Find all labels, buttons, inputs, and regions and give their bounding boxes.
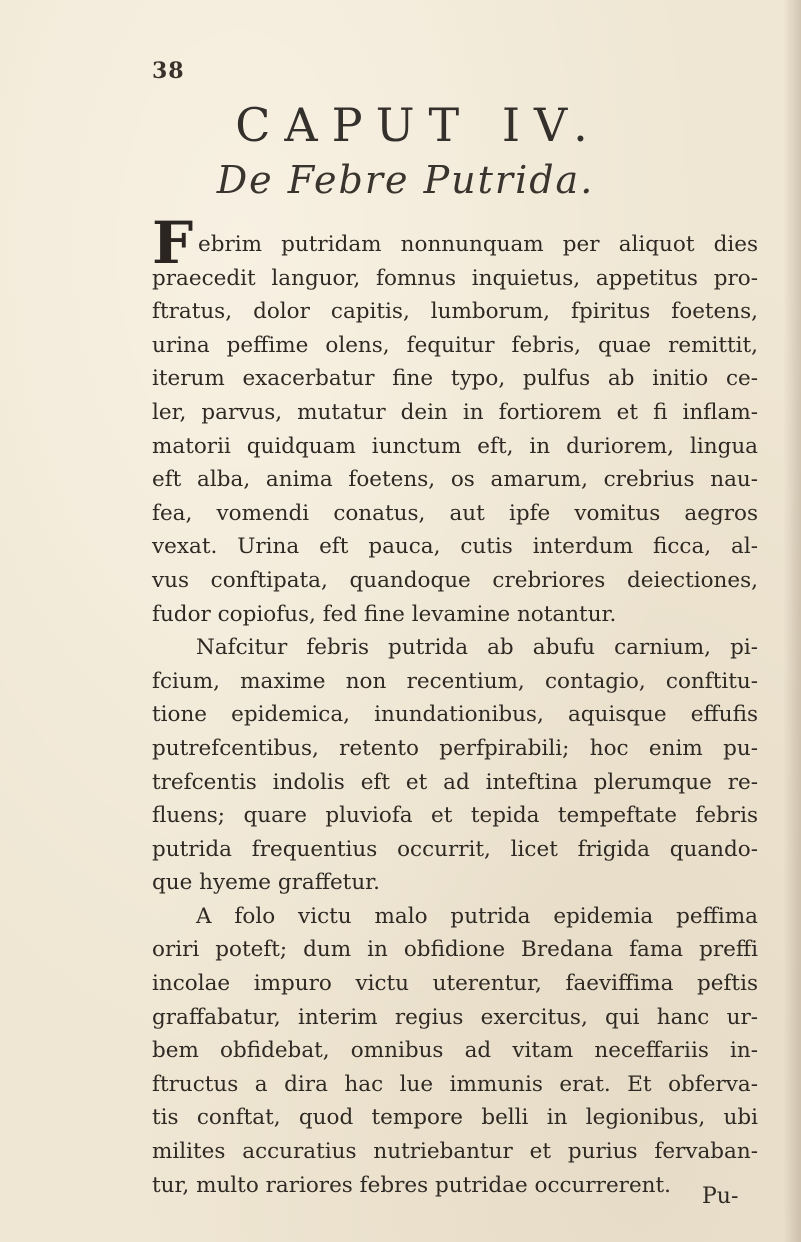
body-text — [152, 209, 758, 1202]
page-number: 38 — [152, 58, 185, 84]
drop-cap: F — [152, 209, 194, 277]
text-line: Nafcitur febris putrida ab abufu carnium, pi- — [196, 635, 758, 661]
text-line-1 — [152, 209, 758, 277]
text-line: tione epidemica, inundationibus, aquisque effufis — [152, 702, 758, 728]
text-line: putrefcentibus, retento perfpirabili; hoc enim pu- — [152, 735, 758, 761]
text-line: ftratus, dolor capitis, lumborum, fpiritus foetens, — [152, 299, 758, 325]
text-line: matorii quidquam iunctum eft, in duriorem, lingua — [152, 433, 758, 459]
text-line: iterum exacerbatur fine typo, pulfus ab initio ce- — [152, 366, 758, 392]
text-line: putrida frequentius occurrit, licet frigida quando- — [152, 836, 758, 862]
text-line: trefcentis indolis eft et ad inteftina plerumque re- — [152, 769, 758, 795]
text-line: vexat. Urina eft pauca, cutis interdum ficca, al- — [152, 534, 758, 560]
text-line: incolae impuro victu uterentur, faeviffima peftis — [152, 971, 758, 997]
text-line: bem obfidebat, omnibus ad vitam neceffariis in- — [152, 1038, 758, 1064]
text-line: tur, multo rariores febres putridae occurrerent. — [152, 1172, 671, 1198]
text-line: A folo victu malo putrida epidemia peffima — [196, 903, 758, 929]
text-line: ler, parvus, mutatur dein in fortiorem et fi inflam- — [152, 399, 758, 425]
text-line: fea, vomendi conatus, aut ipfe vomitus aegros — [152, 500, 758, 526]
text-line: milites accuratius nutriebantur et purius fervaban- — [152, 1139, 758, 1165]
text-line: oriri poteft; dum in obfidione Bredana fama preffi — [152, 937, 758, 963]
text-line: fluens; quare pluviofa et tepida tempeftate febris — [152, 803, 758, 829]
text-line: que hyeme graffetur. — [152, 870, 380, 896]
chapter-subtitle: De Febre Putrida. — [216, 158, 595, 202]
text-line: eft alba, anima foetens, os amarum, crebrius nau- — [152, 467, 758, 493]
text-line: fcium, maxime non recentium, contagio, conftitu- — [152, 668, 758, 694]
catchword: Pu- — [702, 1184, 739, 1209]
chapter-title: CAPUT IV. — [235, 98, 602, 152]
text-line: ftructus a dira hac lue immunis erat. Et obferva- — [152, 1071, 758, 1097]
text-line: praecedit languor, fomnus inquietus, appetitus pro- — [152, 265, 758, 291]
text-line: tis conftat, quod tempore belli in legionibus, ubi — [152, 1105, 758, 1131]
text-line: vus conftipata, quandoque crebriores deiectiones, — [152, 567, 758, 593]
text-line: graffabatur, interim regius exercitus, qui hanc ur- — [152, 1004, 758, 1030]
text-line: urina peffime olens, fequitur febris, quae remittit, — [152, 332, 758, 358]
text-line-1-content: ebrim putridam nonnunquam per aliquot dies — [198, 232, 758, 257]
text-line: fudor copiofus, fed fine levamine notantur. — [152, 601, 617, 627]
